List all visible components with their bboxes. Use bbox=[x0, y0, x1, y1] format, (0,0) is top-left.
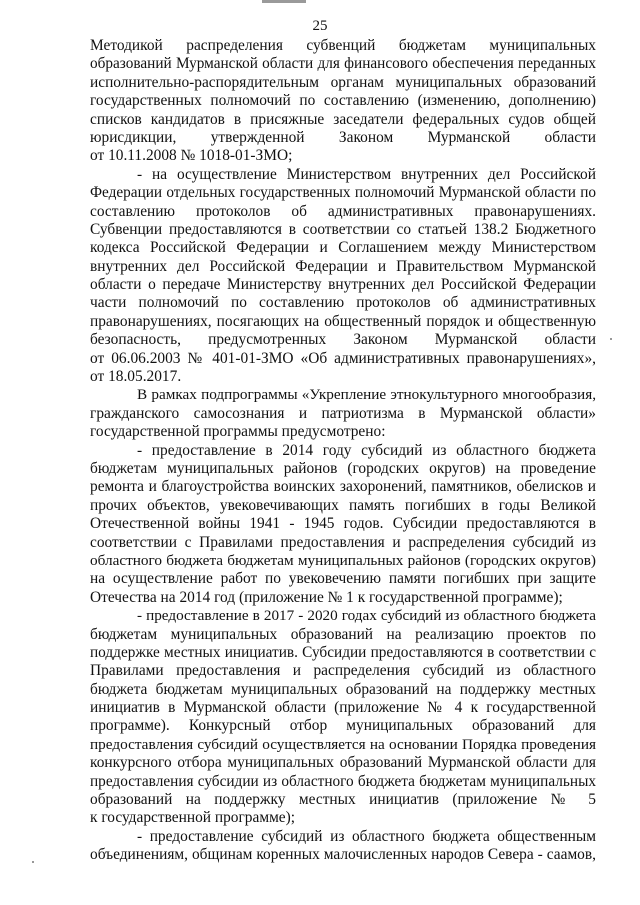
text-line: Отечественной войны 1941 - 1945 годов. Субсидии предоставляются в bbox=[90, 515, 596, 533]
text-line: от 18.05.2017. bbox=[90, 368, 182, 386]
text-line: юрисдикции, утвержденной Законом Мурманской области bbox=[90, 128, 596, 146]
text-line: образований Мурманской области для финансового обеспечения переданных bbox=[90, 55, 596, 73]
text-line: правонарушениях, посягающих на общественный порядок и общественную bbox=[90, 312, 596, 330]
text-line: предоставления субсидии из областного бюджета бюджетам муниципальных bbox=[90, 772, 596, 790]
text-line: бюджета бюджетам муниципальных образований на поддержку местных bbox=[90, 680, 596, 698]
text-line: кодекса Российской Федерации и Соглашением между Министерством bbox=[90, 239, 596, 257]
paragraph-first-line: - предоставление в 2014 году субсидий из областного бюджета bbox=[137, 441, 596, 459]
text-line: конкурсного отбора муниципальных образований Мурманской области для bbox=[90, 754, 596, 772]
text-line: поддержке местных инициатив. Субсидии предоставляются в соответствии с bbox=[90, 643, 596, 661]
text-line: к государственной программе); bbox=[90, 809, 296, 827]
text-line: соответствии с Правилами предоставления и распределения субсидий из bbox=[90, 533, 596, 551]
text-line: бюджетам муниципальных образований на реализацию проектов по bbox=[90, 625, 596, 643]
text-line: ремонта и благоустройства воинских захоронений, памятников, обелисков и bbox=[90, 478, 596, 496]
text-line: объединениям, общинам коренных малочисленных народов Севера - саамов, bbox=[90, 846, 596, 864]
text-line: образований на поддержку местных инициатив (приложение № 5 bbox=[90, 791, 596, 809]
scan-speck-left bbox=[32, 861, 34, 863]
text-line: Субвенции предоставляются в соответствии со статьей 138.2 Бюджетного bbox=[90, 220, 596, 238]
text-line: государственной программы предусмотрено: bbox=[90, 423, 386, 441]
paragraph-first-line: - на осуществление Министерством внутренних дел Российской bbox=[137, 165, 596, 183]
text-line: внутренних дел Российской Федерации и Правительством Мурманской bbox=[90, 257, 596, 275]
text-line: на осуществление работ по увековечению памяти погибших при защите bbox=[90, 570, 596, 588]
text-line: программе). Конкурсный отбор муниципальных образований для bbox=[90, 717, 596, 735]
scan-artifact-top bbox=[262, 0, 306, 3]
text-line: части полномочий по составлению протоколов об административных bbox=[90, 294, 596, 312]
text-line: от 10.11.2008 № 1018-01-ЗМО; bbox=[90, 147, 293, 165]
text-line: исполнительно-распорядительным органам муниципальных образований bbox=[90, 73, 596, 91]
page-number: 25 bbox=[312, 18, 328, 34]
text-line: государственных полномочий по составлению (изменению, дополнению) bbox=[90, 92, 596, 110]
paragraph-first-line: В рамках подпрограммы «Укрепление этнокультурного многообразия, bbox=[137, 386, 596, 404]
text-line: инициатив в Мурманской области (приложение № 4 к государственной bbox=[90, 699, 596, 717]
text-line: областного бюджета бюджетам муниципальных районов (городских округов) bbox=[90, 551, 596, 569]
text-line: бюджетам муниципальных районов (городских округов) на проведение bbox=[90, 459, 596, 477]
text-line: Правилами предоставления и распределения субсидий из областного bbox=[90, 662, 596, 680]
text-line: области о передаче Министерству внутренних дел Российской Федерации bbox=[90, 276, 596, 294]
text-line: безопасность, предусмотренных Законом Мурманской области bbox=[90, 331, 596, 349]
text-line: Методикой распределения субвенций бюджетам муниципальных bbox=[90, 37, 596, 54]
text-line: гражданского самосознания и патриотизма в Мурманской области» bbox=[90, 404, 596, 422]
text-line: от 06.06.2003 № 401-01-ЗМО «Об административных правонарушениях», bbox=[90, 349, 596, 367]
scan-speck-right bbox=[610, 338, 612, 340]
paragraph-first-line: - предоставление субсидий из областного бюджета общественным bbox=[137, 827, 596, 845]
text-line: списков кандидатов в присяжные заседатели федеральных судов общей bbox=[90, 110, 596, 128]
text-line: составлению протоколов об административных правонарушениях. bbox=[90, 202, 596, 220]
text-line: предоставления субсидий осуществляется на основании Порядка проведения bbox=[90, 735, 596, 753]
text-line: Федерации отдельных государственных полномочий Мурманской области по bbox=[90, 184, 596, 202]
text-line: прочих объектов, увековечивающих память погибших в годы Великой bbox=[90, 496, 596, 514]
paragraph-first-line: - предоставление в 2017 - 2020 годах субсидий из областного бюджета bbox=[137, 607, 596, 625]
document-body bbox=[90, 37, 596, 865]
text-line: Отечества на 2014 год (приложение № 1 к государственной программе); bbox=[90, 588, 563, 606]
